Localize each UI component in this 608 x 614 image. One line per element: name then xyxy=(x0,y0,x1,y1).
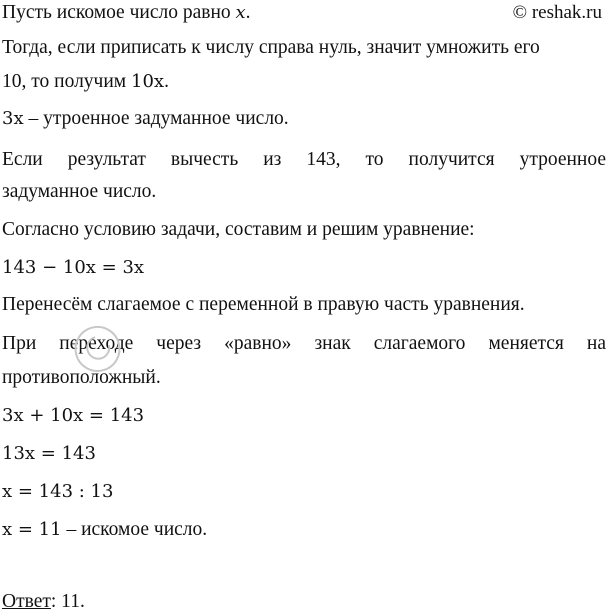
line-3-text: 10, то получим xyxy=(2,71,132,92)
line-6: задуманное число. xyxy=(2,181,157,202)
line-5: Если результат вычесть из 143, то получится утроенное xyxy=(2,149,606,170)
line-1 xyxy=(2,1,251,25)
line-7: Согласно условию задачи, составим и решим уравнение: xyxy=(2,219,475,240)
answer-line xyxy=(2,590,85,614)
line-4 xyxy=(2,107,289,131)
line-11: противоположный. xyxy=(2,367,161,388)
equation-2: 3x + 10x = 143 xyxy=(2,405,145,426)
equation-1: 143 − 10x = 3x xyxy=(2,257,145,278)
line-3-end: . xyxy=(164,71,169,92)
line-4-text: – утроенное задуманное число. xyxy=(23,108,289,129)
equation-4: x = 143 : 13 xyxy=(2,481,114,502)
line-2: Тогда, если приписать к числу справа нуль, значит умножить его xyxy=(2,37,540,58)
line-3 xyxy=(2,70,169,94)
line-9: Перенесём слагаемое с переменной в правую часть уравнения. xyxy=(2,294,525,315)
line-1-text: Пусть искомое число равно xyxy=(2,2,236,23)
line-4-math: 3x xyxy=(2,108,24,129)
answer-label: Ответ xyxy=(2,591,51,612)
line-10: При переходе через «равно» знак слагаемого меняется на xyxy=(2,333,606,354)
line-15 xyxy=(2,518,207,542)
line-15-text: – искомое число. xyxy=(61,519,208,540)
answer-value: : 11. xyxy=(50,591,85,612)
line-15-math: x = 11 xyxy=(2,519,62,540)
equation-3: 13x = 143 xyxy=(2,443,96,464)
line-3-math: 10x xyxy=(131,71,165,92)
line-1-end: . xyxy=(245,2,251,23)
source-watermark-text: © reshak.ru xyxy=(512,2,602,23)
line-1-math: x xyxy=(235,2,246,23)
